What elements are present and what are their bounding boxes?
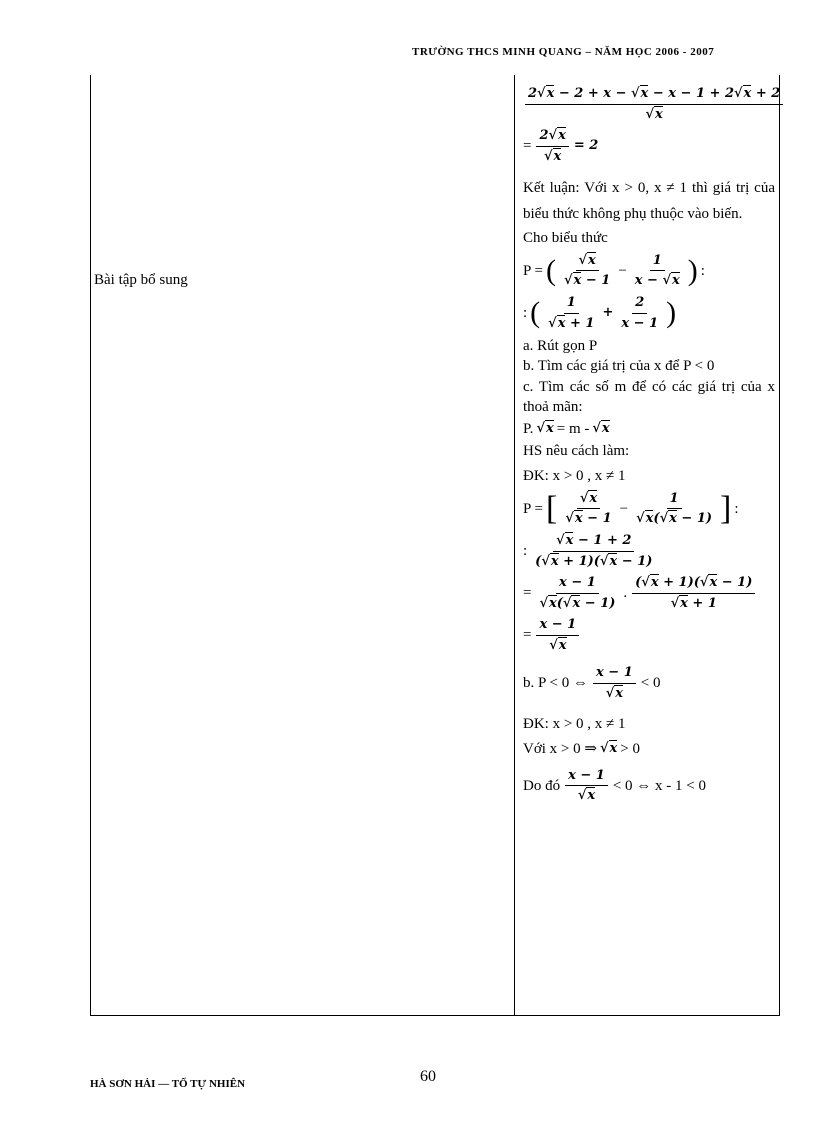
part-b: b. Tìm các giá trị của x để P < 0 [523,358,715,375]
p-definition: P = ( $\frac{√x}{√x - 1}$ − $\frac{1}{x - √x}$ ) : [523,252,705,289]
p-simplified: = $\frac{x - 1}{√x}$ [523,616,775,654]
b-condition: b. P < 0 ⇔ $\frac{x - 1}{√x}$ < 0 [523,665,661,701]
footer-author: HÀ SƠN HẢI — TỔ TỰ NHIÊN [90,1078,246,1090]
sqrt-positive: Với x > 0 ⇒ √x > 0 [523,740,640,757]
page-number: 60 [420,1068,436,1085]
method-text: HS nêu cách làm: [523,443,630,460]
result-equals-2: = $\frac{2√x}{√x}$ = 2 [523,128,599,164]
p-bracket: P = [ $\frac{√x}{√x - 1}$ − $\frac{1}{√x(√x - 1)}$ ] : [523,489,739,527]
part-a: a. Rút gọn P [523,338,598,355]
solution-column [523,81,781,809]
page-header: TRƯỜNG THCS MINH QUANG – NĂM HỌC 2006 - 2007 [412,46,715,58]
p-definition-2: : ( $\frac{1}{√x + 1}$ + $\frac{2}{x - 1}$ ) [523,295,677,331]
condition-text-2: ĐK: x > 0 , x ≠ 1 [523,716,626,733]
column-divider [514,75,515,1015]
conclusion-text: Kết luận: Với x > 0, x ≠ 1 thì giá trị của biểu thức không phụ thuộc vào biến. [523,180,775,223]
p-equation: P. √x = m - √x [523,421,610,438]
p-bracket-2: : $\frac{√x - 1 + 2}{(√x + 1)(√x - 1)}$ [523,532,653,569]
given-text: Cho biểu thức [523,229,608,246]
supplementary-label: Bài tập bổ sung [94,272,188,288]
previous-fraction: $\frac{2√x - 2 + x - √x - x - 1 + 2√x + 2}{√x}$ [523,85,775,123]
final-step: Do đó $\frac{x - 1}{√x}$ < 0 ⇔ x - 1 < 0 [523,767,707,804]
p-product: = $\frac{x - 1}{√x(√x - 1)}$ . $\frac{(√x + 1)(√x - 1)}{√x + 1}$ [523,574,775,612]
content-table [90,75,780,1016]
part-c: c. Tìm các số m để có các giá trị của x thoả mãn: [523,378,775,415]
condition-text: ĐK: x > 0 , x ≠ 1 [523,467,626,484]
